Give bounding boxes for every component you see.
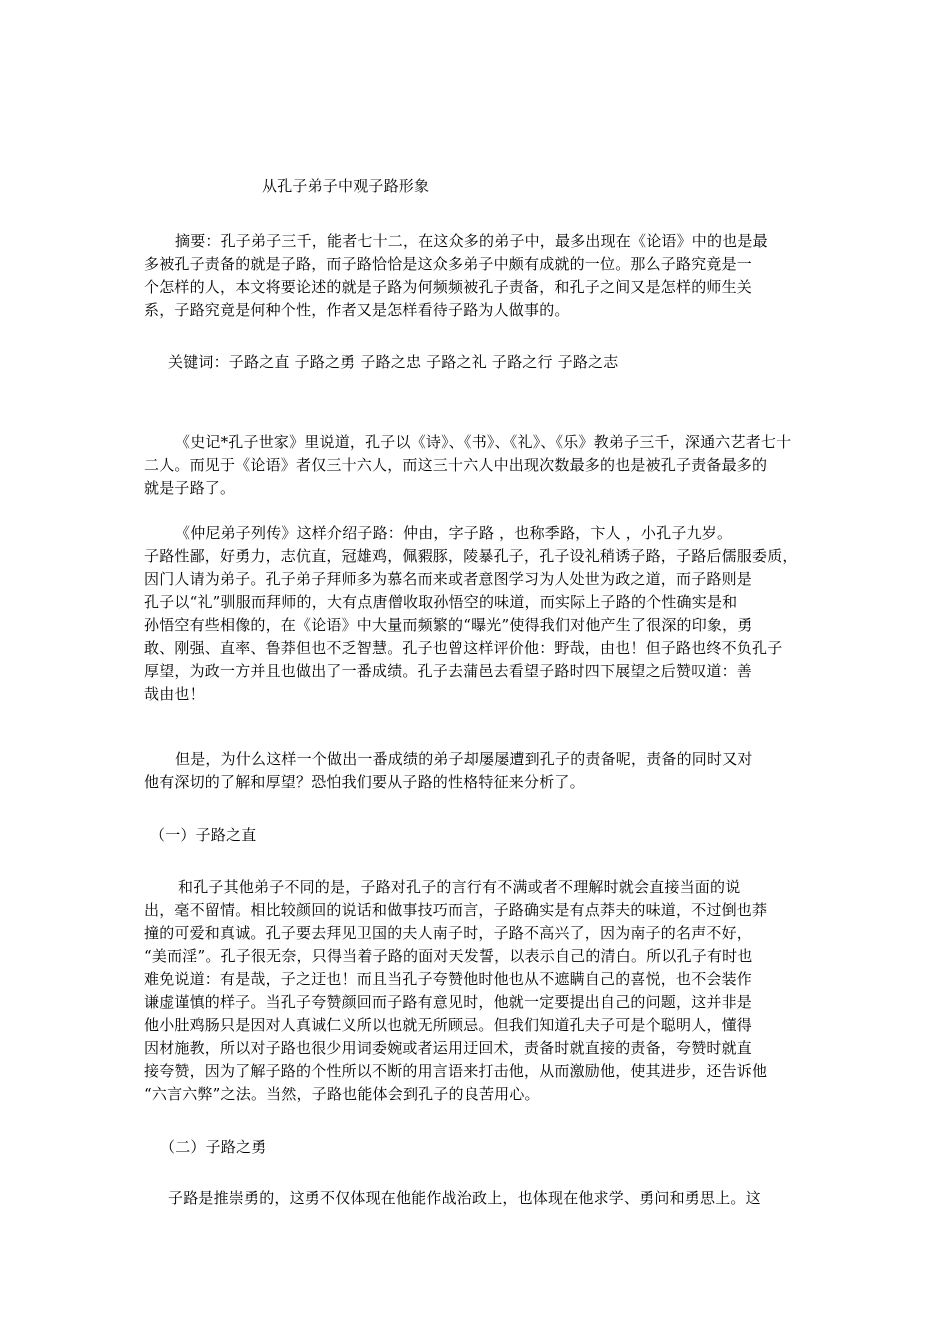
paragraph-line: 孙悟空有些相像的，在《论语》中大量而频繁的“曝光”使得我们对他产生了很深的印象，勇 [144, 616, 753, 634]
paragraph-line: 他小肚鸡肠只是因对人真诚仁义所以也就无所顾忌。但我们知道孔夫子可是个聪明人，懂得 [144, 1016, 753, 1034]
paragraph-line: 接夸赞，因为了解子路的个性所以不断的用言语来打击他，从而激励他，使其进步，还告诉他 [144, 1062, 768, 1080]
abstract-line: 摘要：孔子弟子三千，能者七十二，在这众多的弟子中，最多出现在《论语》中的也是最 [175, 232, 768, 250]
paragraph-line: 他有深切的了解和厚望？恐怕我们要从子路的性格特征来分析了。 [144, 773, 585, 791]
paragraph-line: “美而淫”。孔子很无奈，只得当着子路的面对天发誓，以表示自己的清白。所以孔子有时也 [144, 947, 753, 965]
paragraph-line: 因材施教，所以对子路也很少用词委婉或者运用迂回术，责备时就直接的责备，夸赞时就直 [144, 1039, 753, 1057]
paragraph-line: 二人。而见于《论语》者仅三十六人，而这三十六人中出现次数最多的也是被孔子责备最多的 [144, 456, 768, 474]
page-title: 从孔子弟子中观子路形象 [262, 177, 430, 195]
abstract-line: 个怎样的人，本文将要论述的就是子路为何频频被孔子责备，和孔子之间又是怎样的师生关 [144, 278, 753, 296]
paragraph-line: 难免说道：有是哉，子之迂也！而且当孔子夸赞他时他也从不遮瞒自己的喜悦，也不会装作 [144, 970, 753, 988]
abstract-line: 多被孔子责备的就是子路，而子路恰恰是这众多弟子中颇有成就的一位。那么子路究竟是一 [144, 255, 753, 273]
paragraph-line: 《仲尼弟子列传》这样介绍子路：仲由，字子路 ，也称季路，卞人 ，小孔子九岁。 [175, 524, 733, 542]
paragraph-line: 就是子路了。 [144, 479, 236, 497]
paragraph-line: 厚望，为政一方并且也做出了一番成绩。孔子去蒲邑去看望子路时四下展望之后赞叹道：善 [144, 662, 753, 680]
keywords-line: 关键词：子路之直 子路之勇 子路之忠 子路之礼 子路之行 子路之志 [168, 353, 619, 371]
paragraph-line: 哉由也！ [144, 685, 205, 703]
paragraph-line: 子路性鄙，好勇力，志伉直，冠雄鸡，佩豭豚，陵暴孔子，孔子设礼稍诱子路，子路后儒服委质， [144, 547, 798, 565]
paragraph-line: 敢、刚强、直率、鲁莽但也不乏智慧。孔子也曾这样评价他：野哉，由也！但子路也终不负孔子 [144, 639, 783, 657]
section-heading: （一）子路之直 [150, 826, 257, 844]
section-heading: （二）子路之勇 [160, 1138, 267, 1156]
paragraph-line: 撞的可爱和真诚。孔子要去拜见卫国的夫人南子时，子路不高兴了，因为南子的名声不好， [144, 924, 753, 942]
paragraph-line: “六言六弊”之法。当然，子路也能体会到孔子的良苦用心。 [144, 1085, 540, 1103]
abstract-line: 系，子路究竟是何种个性，作者又是怎样看待子路为人做事的。 [144, 301, 570, 319]
paragraph-line: 孔子以“礼”驯服而拜师的，大有点唐僧收取孙悟空的味道，而实际上子路的个性确实是和 [144, 593, 738, 611]
paragraph-line: 但是，为什么这样一个做出一番成绩的弟子却屡屡遭到孔子的责备呢，责备的同时又对 [175, 750, 753, 768]
paragraph-line: 和孔子其他弟子不同的是，子路对孔子的言行有不满或者不理解时就会直接当面的说 [178, 878, 741, 896]
paragraph-line: 谦虚谨慎的样子。当孔子夸赞颜回而子路有意见时，他就一定要提出自己的问题，这并非是 [144, 993, 753, 1011]
paragraph-line: 《史记*孔子世家》里说道，孔子以《诗》、《书》、《礼》、《乐》教弟子三千，深通六艺者七十 [175, 433, 792, 451]
paragraph-line: 出，毫不留情。相比较颜回的说话和做事技巧而言，子路确实是有点莽夫的味道，不过倒也莽 [144, 901, 768, 919]
paragraph-line: 因门人请为弟子。孔子弟子拜师多为慕名而来或者意图学习为人处世为政之道，而子路则是 [144, 570, 753, 588]
paragraph-line: 子路是推崇勇的，这勇不仅体现在他能作战治政上，也体现在他求学、勇问和勇思上。这 [168, 1189, 761, 1207]
